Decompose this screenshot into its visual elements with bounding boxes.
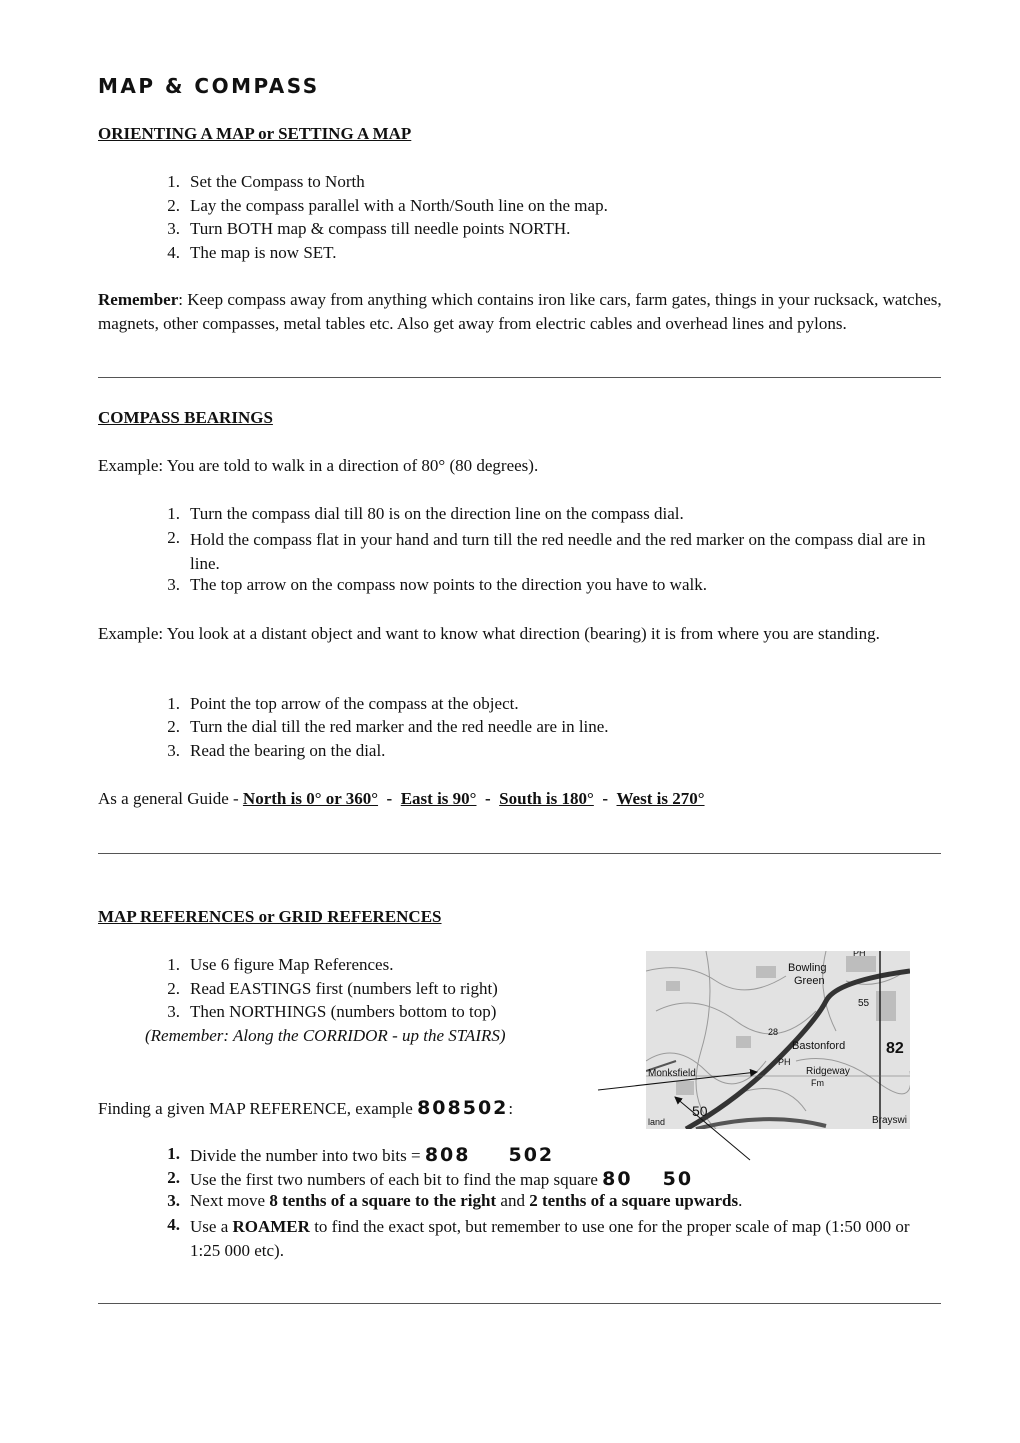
list-text-bold: 2 tenths of a square upwards <box>529 1191 739 1210</box>
map-label: Monksfield <box>648 1068 696 1079</box>
finding-colon: : <box>508 1099 514 1118</box>
list-text: Lay the compass parallel with a North/South line on the map. <box>190 196 608 215</box>
list-number: 1. <box>167 694 180 713</box>
map-label: Fm <box>811 1078 824 1088</box>
finding-text: Finding a given MAP REFERENCE, example <box>98 1099 418 1118</box>
list-number: 1. <box>167 1144 180 1163</box>
list-text: Use 6 figure Map References. <box>190 955 394 974</box>
guide-north: North is 0° or 360° <box>242 789 379 808</box>
list-text: Hold the compass flat in your hand and turn till the red needle and the red marker on the compass dial are in line. <box>190 530 926 573</box>
map-label: 50 <box>692 1103 708 1119</box>
list-number: 1. <box>167 504 180 523</box>
guide-east: East is 90° <box>400 789 477 808</box>
arrow-to-grid-point <box>598 1072 757 1090</box>
map-label: PH <box>853 951 866 958</box>
map-label: 28 <box>768 1027 779 1037</box>
map-label: Bastonford <box>792 1040 846 1052</box>
list-text: Divide the number into two bits = <box>190 1146 425 1165</box>
list-text: . <box>738 1191 743 1210</box>
guide-sep: - <box>386 789 393 808</box>
map-label: Brayswi <box>872 1115 908 1126</box>
list-text: Use the first two numbers of each bit to find the map square <box>190 1170 603 1189</box>
example-two: Example: You look at a distant object and want to know what direction (bearing) it is from where you are standing. <box>98 624 880 643</box>
map-label: 82 <box>886 1040 904 1057</box>
guide-west: West is 270° <box>616 789 705 808</box>
list-number: 1. <box>167 172 180 191</box>
list-number: 3. <box>167 1002 180 1021</box>
list-text-bold: ROAMER <box>232 1217 310 1236</box>
list-number: 1. <box>167 955 180 974</box>
list-text: Read EASTINGS first (numbers left to right) <box>190 979 498 998</box>
list-number: 2. <box>167 528 180 547</box>
list-text: Point the top arrow of the compass at the object. <box>190 694 519 713</box>
list-number: 2. <box>167 196 180 215</box>
list-text: Read the bearing on the dial. <box>190 741 386 760</box>
guide-sep: - <box>484 789 491 808</box>
list-number: 3. <box>167 741 180 760</box>
list-text: Turn BOTH map & compass till needle points NORTH. <box>190 219 571 238</box>
square-part-b: 50 <box>662 1168 694 1190</box>
list-number: 3. <box>167 1191 180 1210</box>
list-text: The top arrow on the compass now points to the direction you have to walk. <box>190 575 707 594</box>
remember-text: : Keep compass away from anything which contains iron like cars, farm gates, things in your rucksack, watches, magnets, other compasses, metal tables etc. Also get away from electric cables and overhead lines and pylons. <box>98 290 942 333</box>
list-number: 2. <box>167 979 180 998</box>
list-text: Set the Compass to North <box>190 172 365 191</box>
map-label: Ridgeway <box>806 1066 850 1077</box>
map-label: Bowling <box>788 962 827 974</box>
list-number: 4. <box>167 1215 180 1234</box>
square-part-a: 80 <box>602 1168 633 1190</box>
map-label: Green <box>794 975 825 987</box>
page-title: MAP & COMPASS <box>98 74 320 98</box>
list-number: 2. <box>167 717 180 736</box>
list-number: 2. <box>167 1168 180 1187</box>
list-number: 4. <box>167 243 180 262</box>
map-label: land <box>648 1117 666 1127</box>
list-text: Turn the compass dial till 80 is on the direction line on the compass dial. <box>190 504 684 523</box>
guide-prefix: As a general Guide - <box>98 789 243 808</box>
section-heading-bearings: COMPASS BEARINGS <box>98 408 273 427</box>
map-label: 55 <box>858 998 870 1009</box>
list-text: to find the exact spot, but remember to use one for the proper scale of map (1:50 000 or 1:25 000 etc). <box>190 1217 910 1260</box>
list-text: Use a <box>190 1217 233 1236</box>
arrow-to-map-square <box>675 1097 750 1160</box>
list-text: Next move <box>190 1191 270 1210</box>
ref-part-b: 502 <box>508 1144 555 1166</box>
guide-south: South is 180° <box>499 789 594 808</box>
mnemonic: (Remember: Along the CORRIDOR - up the STAIRS) <box>145 1026 506 1045</box>
section-heading-orienting: ORIENTING A MAP or SETTING A MAP <box>98 124 412 143</box>
section-heading-references: MAP REFERENCES or GRID REFERENCES <box>98 907 442 926</box>
map-label: PH <box>778 1057 791 1067</box>
ref-part-a: 808 <box>424 1144 471 1166</box>
list-number: 3. <box>167 219 180 238</box>
list-text-bold: 8 tenths of a square to the right <box>269 1191 497 1210</box>
finding-reference-line <box>98 1097 513 1119</box>
list-text: Then NORTHINGS (numbers bottom to top) <box>190 1002 497 1021</box>
finding-ref: 808502 <box>417 1097 509 1119</box>
remember-label: Remember <box>98 290 179 309</box>
guide-sep: - <box>602 789 608 808</box>
example-one: Example: You are told to walk in a direction of 80° (80 degrees). <box>98 456 539 475</box>
list-text: The map is now SET. <box>190 243 337 262</box>
list-number: 3. <box>167 575 180 594</box>
list-text: and <box>496 1191 530 1210</box>
list-text: Turn the dial till the red marker and the red needle are in line. <box>190 717 609 736</box>
divider <box>98 1303 941 1304</box>
